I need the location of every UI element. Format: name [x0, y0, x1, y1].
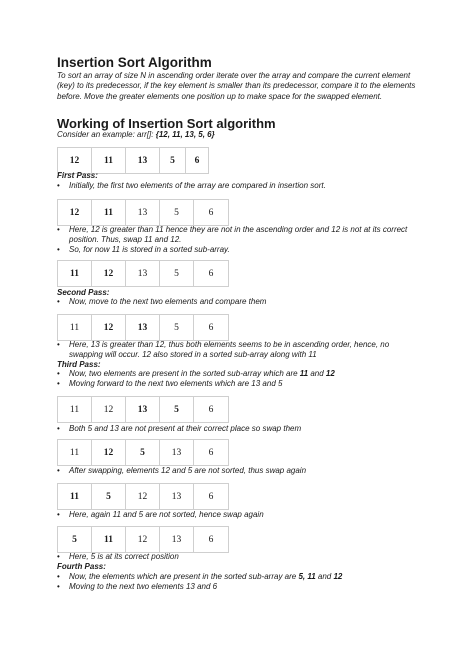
array-cell: 11 — [92, 200, 126, 225]
bullet-icon: • — [57, 297, 60, 306]
array-cell: 11 — [58, 315, 92, 340]
array-third-pass-swap1 — [57, 439, 229, 466]
array-cell: 5 — [92, 484, 126, 509]
array-cell: 13 — [126, 200, 160, 225]
array-cell: 5 — [160, 148, 186, 173]
array-cell: 12 — [92, 261, 126, 286]
array-second-pass — [57, 314, 229, 341]
bullet-item: • Here, again 11 and 5 are not sorted, hence swap again — [57, 510, 264, 519]
bullet-icon: • — [57, 424, 60, 433]
array-first-pass-sorted — [57, 260, 229, 287]
bullet-item: • Initially, the first two elements of the array are compared in insertion sort. — [57, 181, 326, 190]
array-cell: 13 — [160, 440, 194, 465]
array-cell: 13 — [160, 527, 194, 552]
array-cell: 13 — [126, 397, 160, 422]
section-title: Working of Insertion Sort algorithm — [57, 116, 276, 131]
bullet-icon: • — [57, 245, 60, 254]
array-initial — [57, 147, 209, 174]
array-cell: 11 — [92, 148, 126, 173]
bullet-icon: • — [57, 466, 60, 475]
array-cell: 12 — [92, 315, 126, 340]
second-pass-label: Second Pass: — [57, 288, 110, 297]
first-pass-label: First Pass: — [57, 171, 98, 180]
bullet-item: • After swapping, elements 12 and 5 are not sorted, thus swap again — [57, 466, 307, 475]
bullet-item: • Moving forward to the next two elements which are 13 and 5 — [57, 379, 283, 388]
array-third-pass-swap2 — [57, 483, 229, 510]
array-cell: 6 — [194, 155, 200, 166]
array-cell: 11 — [58, 440, 92, 465]
array-cell: 12 — [92, 440, 126, 465]
bullet-item: • Now, the elements which are present in the sorted sub-array are 5, 11 and 12 — [57, 572, 343, 581]
bullet-item: • Here, 5 is at its correct position — [57, 552, 179, 561]
bullet-icon: • — [57, 552, 60, 561]
bullet-item: • Here, 13 is greater than 12, thus both elements seems to be in ascending order, hence, no swapping will occur. 12 also stored in a sorted sub-array along with 11 — [57, 340, 390, 359]
array-cell: 6 — [208, 534, 214, 545]
array-third-pass-sorted — [57, 526, 229, 553]
array-cell: 12 — [126, 527, 160, 552]
array-cell: 5 — [160, 315, 194, 340]
intro-paragraph: To sort an array of size N in ascending order iterate over the array and compare the current element (key) to its predecessor, if the key element is smaller than its predecessor, compare it to the elements before. Move the greater elements one position up to make space for the swapped element. — [57, 71, 416, 101]
array-cell: 12 — [92, 397, 126, 422]
array-cell: 12 — [58, 200, 92, 225]
array-cell: 6 — [208, 447, 214, 458]
array-cell: 5 — [160, 261, 194, 286]
bullet-icon: • — [57, 379, 60, 388]
array-cell: 13 — [126, 148, 160, 173]
array-cell: 5 — [160, 200, 194, 225]
array-cell: 11 — [92, 527, 126, 552]
array-cell: 13 — [160, 484, 194, 509]
array-cell: 12 — [126, 484, 160, 509]
example-line — [57, 130, 215, 139]
array-cell: 5 — [160, 397, 194, 422]
page-title: Insertion Sort Algorithm — [57, 55, 212, 70]
bullet-item: • So, for now 11 is stored in a sorted sub-array. — [57, 245, 230, 254]
bullet-icon: • — [57, 181, 60, 190]
bullet-icon: • — [57, 340, 60, 349]
array-cell: 11 — [58, 484, 92, 509]
third-pass-label: Third Pass: — [57, 360, 101, 369]
array-cell: 12 — [58, 148, 92, 173]
example-prefix: Consider an example: arr[]: — [57, 130, 156, 139]
array-cell: 5 — [58, 527, 92, 552]
bullet-item: • Here, 12 is greater than 11 hence they are not in the ascending order and 12 is not at its correct position. Thus, swap 11 and 12. — [57, 225, 408, 244]
array-cell: 11 — [58, 397, 92, 422]
array-first-pass-compare — [57, 199, 229, 226]
bullet-item: • Both 5 and 13 are not present at their correct place so swap them — [57, 424, 302, 433]
array-cell: 6 — [208, 491, 214, 502]
bullet-icon: • — [57, 510, 60, 519]
bullet-icon: • — [57, 572, 60, 581]
array-third-pass-compare — [57, 396, 229, 423]
bullet-icon: • — [57, 582, 60, 591]
bullet-item: • Now, two elements are present in the sorted sub-array which are 11 and 12 — [57, 369, 335, 378]
array-cell: 6 — [208, 268, 214, 279]
array-cell: 13 — [126, 315, 160, 340]
bullet-item: • Moving to the next two elements 13 and 6 — [57, 582, 218, 591]
array-cell: 6 — [208, 207, 214, 218]
bullet-item: • Now, move to the next two elements and compare them — [57, 297, 267, 306]
array-cell: 5 — [126, 440, 160, 465]
bullet-icon: • — [57, 369, 60, 378]
fourth-pass-label: Fourth Pass: — [57, 562, 106, 571]
array-cell: 13 — [126, 261, 160, 286]
array-cell: 11 — [58, 261, 92, 286]
bullet-icon: • — [57, 225, 60, 234]
example-array: {12, 11, 13, 5, 6} — [155, 130, 215, 139]
array-cell: 6 — [208, 404, 214, 415]
array-cell: 6 — [208, 322, 214, 333]
